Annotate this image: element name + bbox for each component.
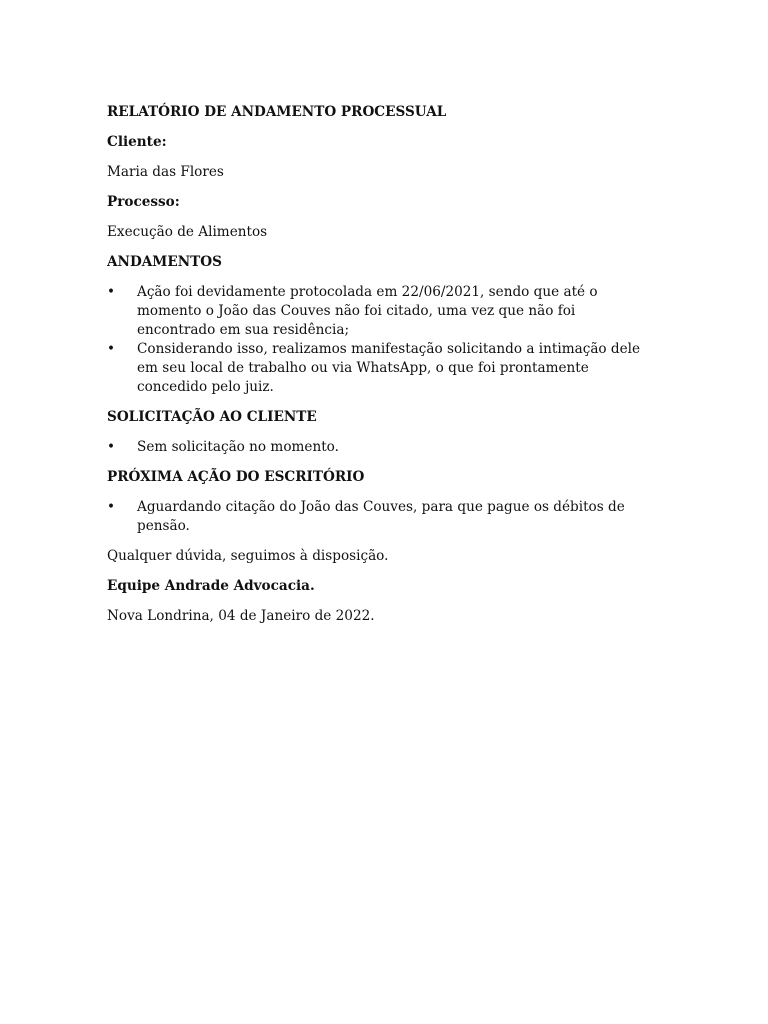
process-name: Execução de Alimentos xyxy=(107,224,268,240)
bullet-icon: • xyxy=(107,284,116,300)
list-item xyxy=(107,438,657,457)
andamentos-heading: ANDAMENTOS xyxy=(107,254,222,270)
list-item xyxy=(107,283,657,340)
signature: Equipe Andrade Advocacia. xyxy=(107,578,315,594)
process-label: Processo: xyxy=(107,194,180,210)
proxima-acao-list xyxy=(107,498,657,536)
client-label: Cliente: xyxy=(107,134,167,150)
solicitacao-text: Sem solicitação no momento. xyxy=(137,439,339,455)
solicitacao-heading: SOLICITAÇÃO AO CLIENTE xyxy=(107,409,317,425)
bullet-icon: • xyxy=(107,439,116,455)
client-name: Maria das Flores xyxy=(107,164,224,180)
place-date: Nova Londrina, 04 de Janeiro de 2022. xyxy=(107,608,375,624)
proxima-acao-heading: PRÓXIMA AÇÃO DO ESCRITÓRIO xyxy=(107,469,365,485)
report-title: RELATÓRIO DE ANDAMENTO PROCESSUAL xyxy=(107,104,447,120)
bullet-icon: • xyxy=(107,341,116,357)
proxima-acao-text: Aguardando citação do João das Couves, para que pague os débitos de pensão. xyxy=(137,499,625,534)
list-item xyxy=(107,498,657,536)
closing-text: Qualquer dúvida, seguimos à disposição. xyxy=(107,548,389,564)
solicitacao-list xyxy=(107,438,657,457)
document-body xyxy=(107,103,657,637)
list-item xyxy=(107,340,657,397)
andamentos-list xyxy=(107,283,657,397)
andamento-text: Ação foi devidamente protocolada em 22/06/2021, sendo que até o momento o João das Couves não foi citado, uma vez que não foi encontrado em sua residência; xyxy=(137,284,598,338)
bullet-icon: • xyxy=(107,499,116,515)
andamento-text: Considerando isso, realizamos manifestação solicitando a intimação dele em seu local de trabalho ou via WhatsApp, o que foi prontamente concedido pelo juiz. xyxy=(137,341,641,395)
